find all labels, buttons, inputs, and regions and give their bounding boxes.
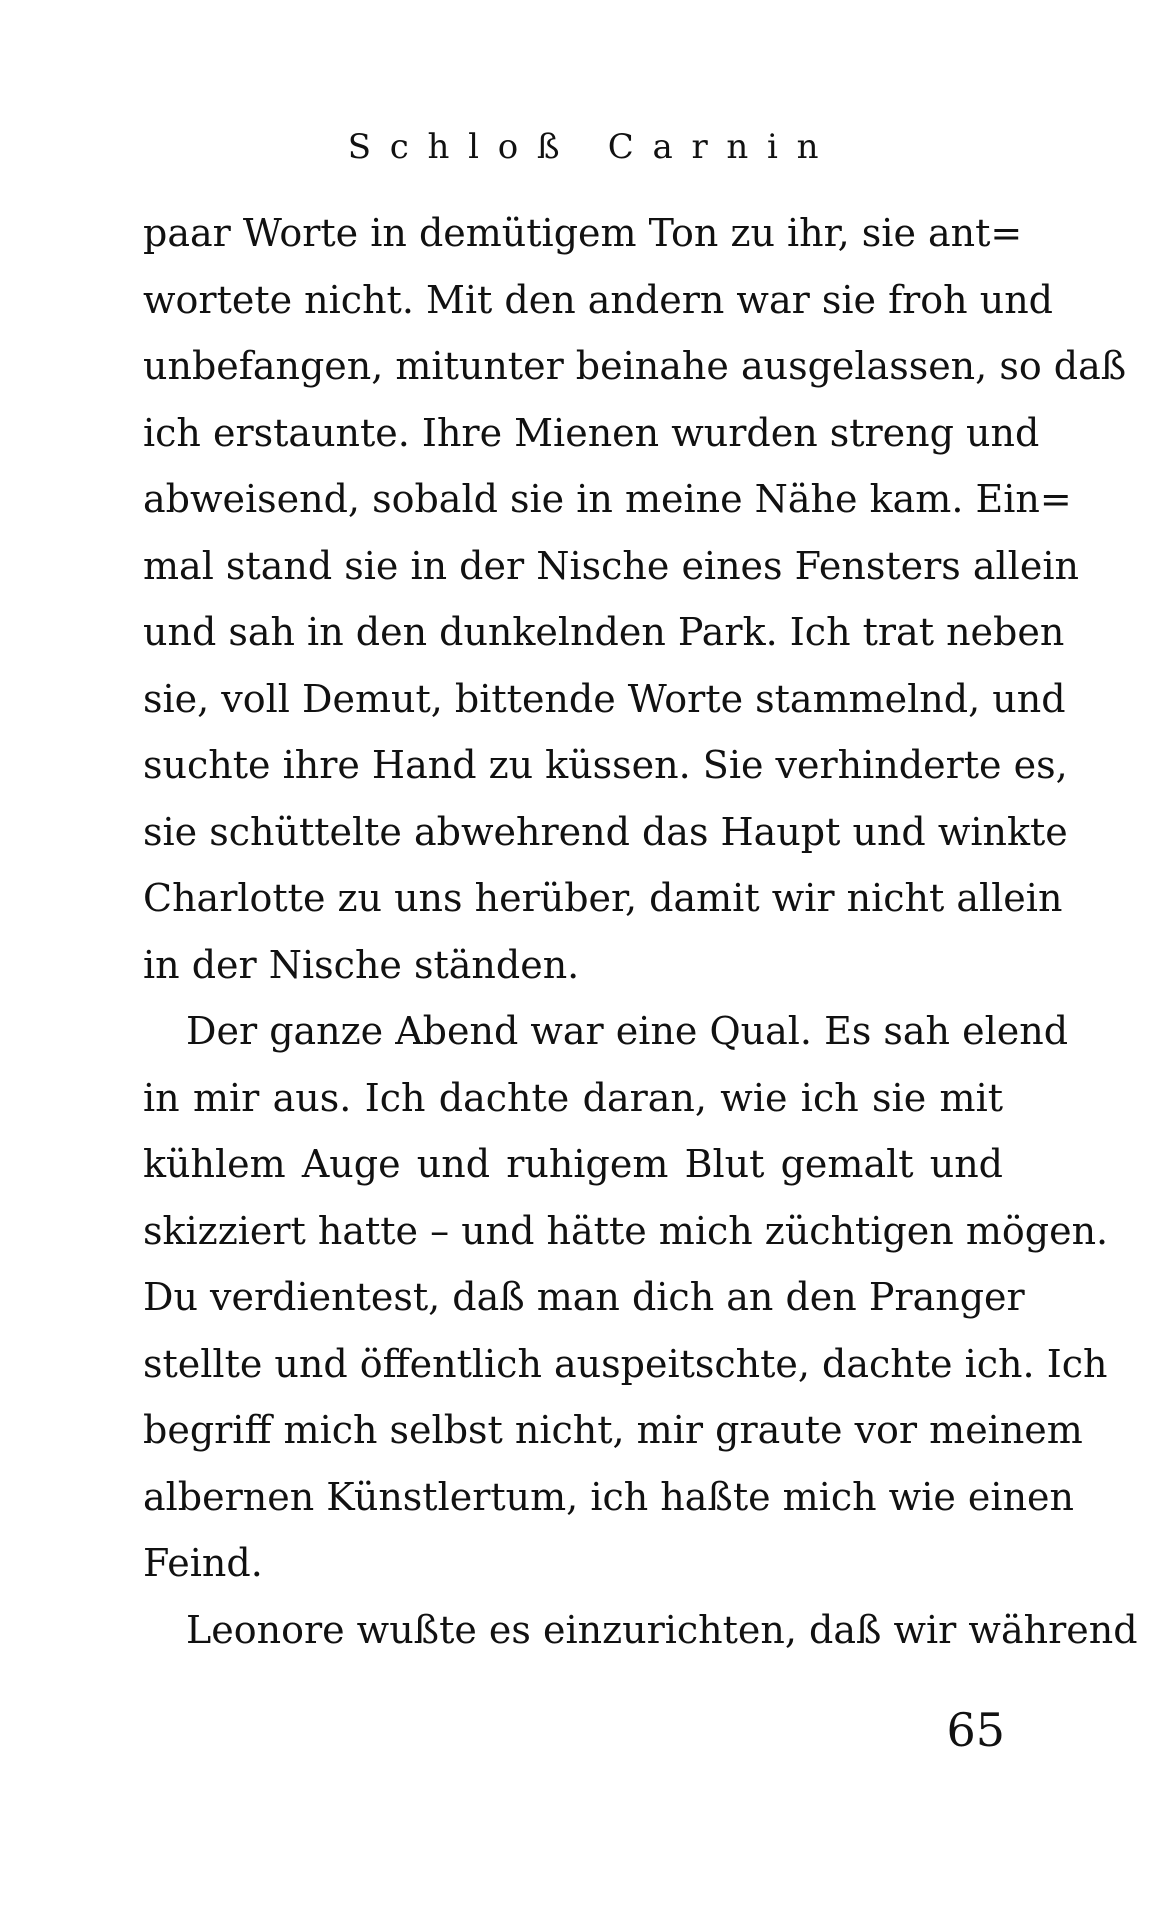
text-line: und sah in den dunkelnden Park. Ich trat neben [143,610,1065,654]
text-line: paar Worte in demütigem Ton zu ihr, sie ant= [143,211,1023,255]
text-line: kühlem Auge und ruhigem Blut gemalt und [143,1142,1003,1186]
text-line: sie schüttelte abwehrend das Haupt und winkte [143,809,1068,854]
text-line: sie, voll Demut, bittende Worte stammelnd, und [143,676,1066,721]
text-line: in mir aus. Ich dachte daran, wie ich sie mit [143,1075,1003,1120]
text-line: ich erstaunte. Ihre Mienen wurden streng und [143,410,1040,455]
paragraph-end-line: Feind. [143,1541,263,1585]
text-line: begriff mich selbst nicht, mir graute vor meinem [143,1408,1083,1452]
body-text [143,200,1138,1663]
paragraph-end-line: in der Nische ständen. [143,942,580,987]
text-line: abweisend, sobald sie in meine Nähe kam. Ein= [143,477,1072,521]
text-line: mal stand sie in der Nische eines Fensters allein [143,543,1079,588]
text-line: Du verdientest, daß man dich an den Pranger [143,1275,1025,1319]
text-line: Charlotte zu uns herüber, damit wir nicht allein [143,876,1063,920]
paragraph-start-line: Leonore wußte es einzurichten, daß wir während [186,1607,1138,1652]
text-line: skizziert hatte – und hätte mich züchtigen mögen. [143,1208,1109,1253]
paragraph-start-line: Der ganze Abend war eine Qual. Es sah elend [186,1009,1069,1053]
text-line: suchte ihre Hand zu küssen. Sie verhinderte es, [143,743,1068,787]
text-line: albernen Künstlertum, ich haßte mich wie einen [143,1474,1074,1519]
text-line: unbefangen, mitunter beinahe ausgelassen, so daß [143,344,1127,388]
text-line: stellte und öffentlich auspeitschte, dachte ich. Ich [143,1341,1108,1386]
running-head: Schloß Carnin [347,127,838,167]
text-line: wortete nicht. Mit den andern war sie froh und [143,277,1053,322]
page-number: 65 [946,1703,1005,1757]
